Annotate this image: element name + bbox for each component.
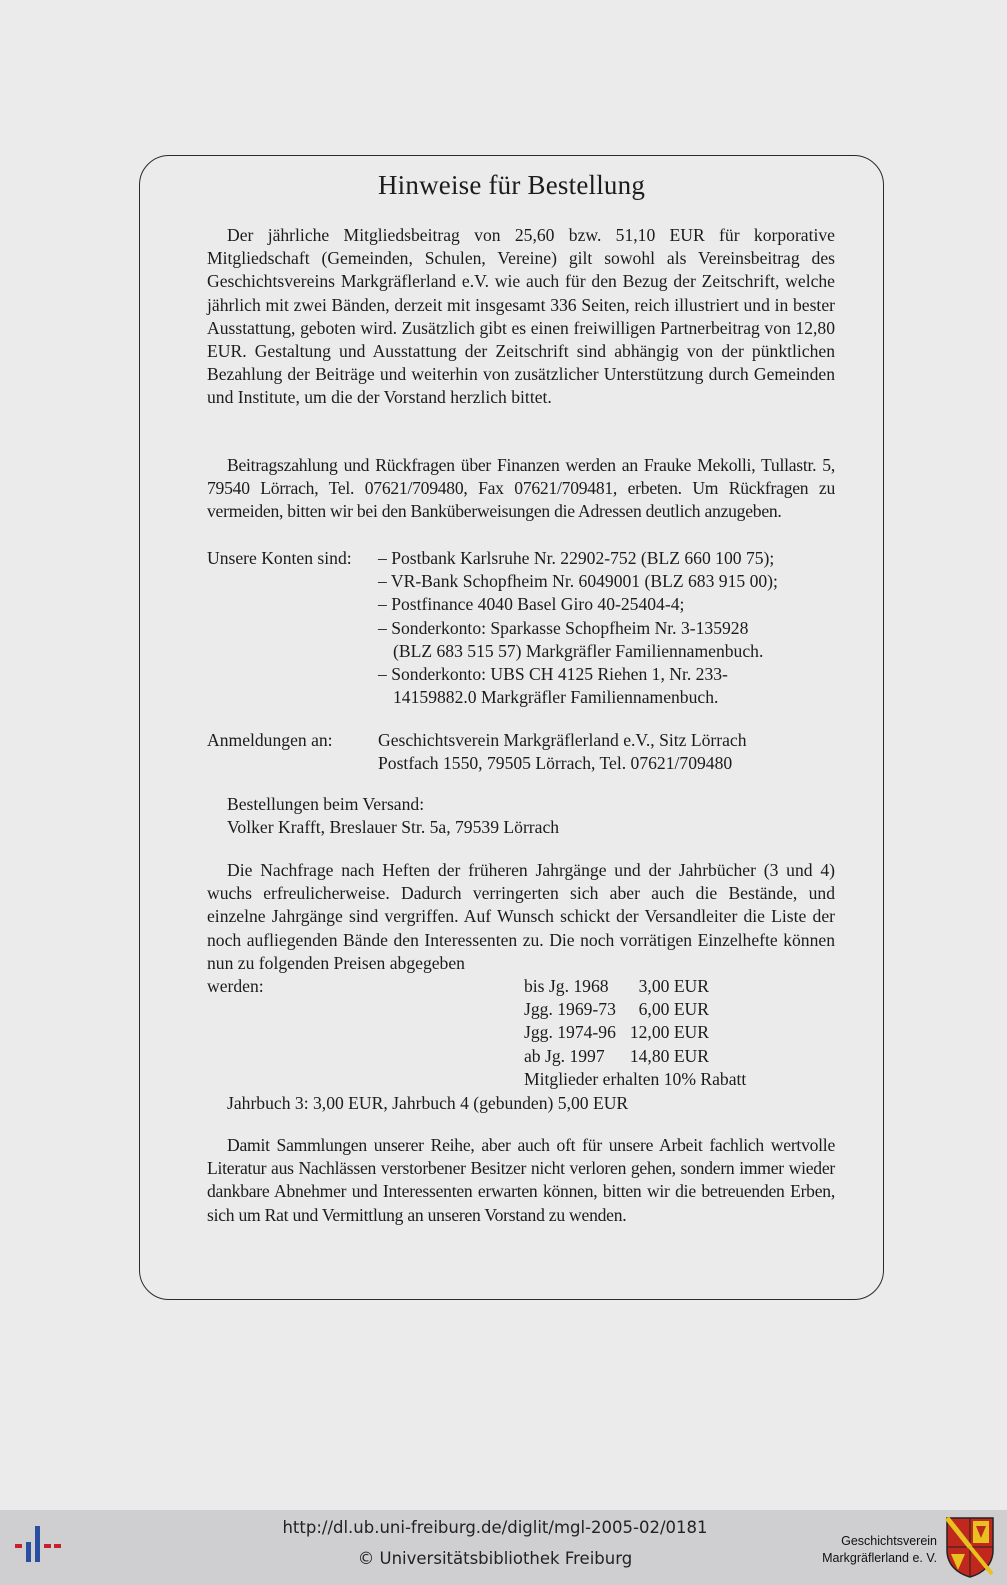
price-row (524, 1045, 746, 1068)
shipping-address: Volker Krafft, Breslauer Str. 5a, 79539 Lörrach (227, 817, 560, 837)
society-line: Geschichtsverein (841, 1534, 937, 1548)
payment-text: Beitragszahlung und Rückfragen über Finanzen werden an Frauke Mekolli, Tullastr. 5, 79540 Lörrach, Tel. 07621/709480, Fax 07621/709481, erbeten. Um Rückfragen zu vermeiden, bitten wir bei den Banküberweisungen die Adressen deutlich anzugeben. (207, 455, 835, 522)
price-period: Jgg. 1974-96 (524, 1022, 616, 1043)
accounts-label: Unsere Konten sind: (207, 548, 352, 568)
copyright-text: © Universitätsbibliothek Freiburg (357, 1549, 633, 1568)
price-period: ab Jg. 1997 (524, 1045, 605, 1066)
membership-paragraph (207, 224, 835, 410)
price-period: bis Jg. 1968 (524, 976, 609, 996)
society-line: Markgräflerland e. V. (822, 1551, 937, 1565)
account-line: – Sonderkonto: Sparkasse Schopfheim Nr. 3-135928 (378, 617, 749, 638)
payment-paragraph (207, 454, 835, 524)
registration-line: Geschichtsverein Markgräflerland e.V., Sitz Lörrach (378, 730, 747, 750)
yearbook-prices: Jahrbuch 3: 3,00 EUR, Jahrbuch 4 (gebunden) 5,00 EUR (227, 1093, 629, 1113)
price-row (524, 998, 746, 1021)
library-logo-icon[interactable] (14, 1520, 62, 1570)
account-line: – Sonderkonto: UBS CH 4125 Riehen 1, Nr. 233- (378, 664, 728, 685)
account-line: 14159882.0 Markgräfler Familiennamenbuch. (393, 687, 719, 708)
price-period: Jgg. 1969-73 (524, 999, 616, 1020)
society-shield-icon[interactable] (945, 1516, 995, 1578)
account-line: – Postfinance 4040 Basel Giro 40-25404-4; (378, 594, 685, 615)
price-row (524, 975, 746, 998)
registration-line: Postfach 1550, 79505 Lörrach, Tel. 07621/709480 (378, 753, 733, 774)
registration-label: Anmeldungen an: (207, 730, 333, 750)
accounts-list (378, 547, 778, 709)
account-line: (BLZ 683 515 57) Markgräfler Familiennamenbuch. (393, 640, 764, 661)
society-name (822, 1533, 937, 1567)
registration-address (378, 729, 747, 775)
account-line: – VR-Bank Schopfheim Nr. 6049001 (BLZ 683 915 00); (378, 571, 778, 592)
account-line: – Postbank Karlsruhe Nr. 22902-752 (BLZ 660 100 75); (378, 548, 775, 568)
estate-text: Damit Sammlungen unserer Reihe, aber auch oft für unsere Arbeit fachlich wertvolle Literatur aus Nachlässen verstorbener Besitzer nicht verloren gehen, sondern immer wieder dankbare Abnehmer und Interessenten erwarten können, bitten wir die betreuenden Erben, sich um Rat und Vermittlung an unseren Vorstand zu wenden. (207, 1135, 835, 1225)
back-issues-paragraph (207, 859, 835, 975)
price-value: 12,00 EUR (629, 1022, 709, 1043)
price-value: 6,00 EUR (638, 999, 709, 1020)
document-url-link[interactable]: http://dl.ub.uni-freiburg.de/diglit/mgl-2005-02/0181 (282, 1518, 708, 1537)
shipping-heading: Bestellungen beim Versand: (227, 794, 425, 814)
price-table (524, 975, 746, 1091)
price-row (524, 1021, 746, 1044)
price-value: 3,00 EUR (638, 976, 709, 996)
back-issues-text: Die Nachfrage nach Heften der früheren Jahrgänge und der Jahrbücher (3 und 4) wuchs erfreulicherweise. Dadurch verringerten sich aber auch die Bestände, und einzelne Jahrgänge sind vergriffen. Auf Wunsch schickt der Versandleiter die Liste der noch aufliegenden Bände den Interessenten zu. Die noch vorrätigen Einzelhefte können nun zu folgenden Preisen abgegeben (207, 860, 835, 973)
discount-note: Mitglieder erhalten 10% Rabatt (524, 1068, 747, 1089)
page-title: Hinweise für Bestellung (377, 170, 646, 200)
price-value: 14,80 EUR (629, 1045, 709, 1066)
estate-paragraph (207, 1134, 835, 1227)
back-issues-end: werden: (207, 976, 264, 996)
membership-text: Der jährliche Mitgliedsbeitrag von 25,60 bzw. 51,10 EUR für korporative Mitgliedschaft (Gemeinden, Schulen, Vereine) gilt sowohl als Vereinsbeitrag des Geschichtsvereins Markgräflerland e.V. wie auch für den Bezug der Zeitschrift, welche jährlich mit zwei Bänden, derzeit mit insgesamt 336 Seiten, reich illustriert und in bester Ausstattung, geboten wird. Zusätzlich gibt es einen freiwilligen Partnerbeitrag von 12,80 EUR. Gestaltung und Ausstattung der Zeitschrift sind abhängig von der pünktlichen Bezahlung der Beiträge und weiterhin von zusätzlicher Unterstützung durch Gemeinden und Institute, um die der Vorstand herzlich bittet. (207, 225, 835, 408)
